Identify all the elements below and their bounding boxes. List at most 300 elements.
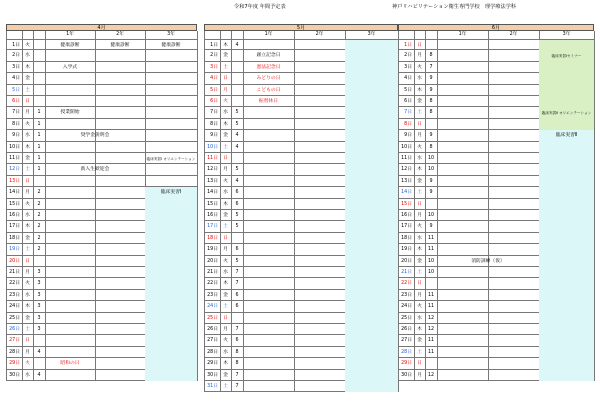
week-number: 1	[37, 156, 41, 161]
day-number: 20日	[401, 258, 412, 264]
weekday: 金	[417, 178, 422, 184]
week-number: 2	[37, 235, 41, 241]
event-year3	[345, 324, 398, 335]
day-number: 27日	[401, 338, 412, 344]
weekday: 金	[417, 99, 422, 104]
week-number	[33, 73, 45, 84]
weekday: 木	[25, 144, 30, 150]
calendar-row	[398, 233, 594, 244]
calendar-row	[204, 164, 398, 175]
weekday: 木	[417, 247, 422, 253]
event-year2	[95, 301, 145, 312]
event-year3	[345, 96, 398, 107]
event-year3: 臨床実習Ⅰ	[145, 187, 197, 198]
month-header: 4月	[6, 24, 197, 31]
weekday: 土	[223, 304, 228, 310]
event-year2	[294, 324, 345, 335]
day-number: 16日	[401, 213, 412, 218]
calendar-row	[6, 153, 197, 164]
event-year2	[488, 358, 539, 369]
event-year1	[243, 221, 294, 232]
event-year3: 臨床実習Ⅰセミナー	[539, 50, 594, 61]
day-number: 6日	[404, 99, 412, 104]
event-year3	[345, 313, 398, 324]
week-number: 6	[235, 304, 239, 310]
calendar-row	[6, 221, 197, 232]
event-year3	[539, 267, 594, 278]
weekday: 水	[223, 349, 228, 355]
weekday: 日	[223, 235, 228, 241]
calendar-row	[6, 290, 197, 301]
day-number: 17日	[207, 224, 218, 230]
weekday: 月	[25, 190, 30, 196]
event-year3	[345, 278, 398, 289]
week-number	[33, 176, 45, 187]
day-number: 3日	[210, 64, 218, 70]
day-number: 21日	[9, 270, 20, 275]
weekday: 土	[223, 384, 228, 389]
event-year2	[294, 107, 345, 118]
calendar-row	[398, 347, 594, 358]
weekday: 日	[223, 76, 228, 82]
calendar-row	[6, 210, 197, 221]
column-header-year3: 3年	[167, 32, 175, 37]
weekday: 木	[223, 281, 228, 287]
day-number: 9日	[404, 133, 412, 139]
calendar-row	[398, 119, 594, 130]
week-number	[425, 119, 437, 130]
event-year1	[243, 335, 294, 346]
day-number: 10日	[9, 144, 20, 150]
calendar-row	[204, 130, 398, 141]
event-year1	[243, 324, 294, 335]
event-year1	[437, 267, 488, 278]
event-year2	[488, 199, 539, 210]
column-header-year1: 1年	[458, 32, 467, 37]
weekday: 水	[25, 372, 30, 378]
event-year1	[243, 153, 294, 164]
day-number: 4日	[404, 76, 412, 82]
event-year2	[95, 347, 145, 358]
day-number: 29日	[9, 361, 20, 367]
event-year2	[294, 267, 345, 278]
event-year1	[45, 278, 95, 289]
event-year1	[243, 107, 294, 118]
event-year2	[294, 290, 345, 301]
calendar-row	[204, 267, 398, 278]
month-april	[6, 24, 197, 392]
day-number: 5日	[12, 87, 20, 93]
day-number: 27日	[207, 338, 218, 344]
week-number: 6	[235, 190, 239, 196]
calendar-row	[398, 244, 594, 255]
day-number: 10日	[401, 144, 412, 150]
week-number	[33, 85, 45, 96]
event-year2	[294, 176, 345, 187]
event-year1	[243, 313, 294, 324]
calendar-row	[6, 176, 197, 187]
event-year3	[539, 301, 594, 312]
event-year1	[437, 142, 488, 153]
weekday: 木	[223, 361, 228, 367]
column-header-year3: 3年	[367, 32, 376, 37]
event-year2	[488, 176, 539, 187]
event-year3	[345, 107, 398, 118]
weekday: 日	[25, 258, 30, 264]
week-number: 9	[429, 224, 433, 230]
weekday: 金	[223, 133, 228, 139]
weekday: 土	[25, 167, 30, 173]
event-year3	[345, 290, 398, 301]
day-number: 8日	[12, 121, 20, 127]
column-header-year2: 2年	[116, 32, 124, 37]
event-year2	[95, 244, 145, 255]
event-year2	[488, 313, 539, 324]
day-number: 22日	[401, 281, 412, 287]
event-year2	[95, 233, 145, 244]
week-number: 4	[37, 372, 41, 378]
event-year1	[243, 176, 294, 187]
month-may	[204, 24, 398, 392]
day-number: 19日	[9, 247, 20, 253]
calendar-row	[398, 278, 594, 289]
calendar-row	[204, 335, 398, 346]
event-year1: 創立記念日	[256, 53, 281, 59]
day-number: 12日	[401, 167, 412, 173]
event-year2	[95, 324, 145, 335]
day-number: 14日	[9, 190, 20, 196]
day-number: 10日	[207, 144, 218, 150]
week-number: 8	[235, 361, 239, 367]
calendar-row	[6, 39, 197, 50]
calendar-row	[398, 62, 594, 73]
week-number: 11	[427, 292, 435, 298]
event-year1	[45, 85, 95, 96]
week-number: 5	[235, 110, 239, 116]
calendar-row	[6, 278, 197, 289]
day-number: 29日	[401, 361, 412, 367]
day-number: 1日	[210, 43, 218, 48]
calendar-row	[204, 187, 398, 198]
event-year1	[437, 187, 488, 198]
event-year1	[243, 370, 294, 381]
event-year2	[488, 130, 539, 141]
event-year2	[95, 107, 145, 118]
event-year2	[95, 313, 145, 324]
event-year3	[539, 290, 594, 301]
day-number: 22日	[207, 281, 218, 287]
event-year2	[488, 335, 539, 346]
event-year2	[95, 278, 145, 289]
grid-line	[197, 31, 198, 381]
event-year2	[95, 176, 145, 187]
event-year3	[345, 244, 398, 255]
weekday: 水	[223, 270, 228, 275]
event-year3	[345, 256, 398, 267]
event-year3	[539, 73, 594, 84]
week-number	[231, 153, 243, 164]
event-year1	[437, 176, 488, 187]
week-number: 1	[37, 133, 41, 139]
day-number: 21日	[207, 270, 218, 275]
day-number: 7日	[404, 110, 412, 116]
weekday: 火	[417, 64, 422, 70]
event-year2	[294, 130, 345, 141]
event-year2	[95, 62, 145, 73]
calendar-row	[6, 73, 197, 84]
weekday: 日	[417, 281, 422, 287]
week-number	[425, 358, 437, 369]
event-year2	[294, 278, 345, 289]
calendar-row	[6, 130, 197, 141]
event-year1	[243, 278, 294, 289]
event-year3	[345, 50, 398, 61]
event-year3	[539, 256, 594, 267]
day-number: 1日	[12, 43, 20, 48]
weekday: 木	[25, 64, 30, 70]
event-year1	[437, 199, 488, 210]
day-number: 28日	[9, 349, 20, 355]
day-number: 2日	[12, 53, 20, 59]
day-number: 4日	[210, 76, 218, 82]
day-number: 22日	[9, 281, 20, 287]
calendar-row	[6, 313, 197, 324]
event-year2	[488, 73, 539, 84]
event-year1	[45, 73, 95, 84]
event-year2	[294, 62, 345, 73]
weekday: 水	[25, 133, 30, 139]
calendar-row	[204, 176, 398, 187]
event-year2	[488, 301, 539, 312]
calendar-row	[398, 358, 594, 369]
weekday: 火	[223, 258, 228, 264]
event-year3: 臨床実習Ⅰ オリエンテーション	[146, 156, 196, 161]
day-number: 15日	[9, 201, 20, 207]
weekday: 木	[223, 121, 228, 127]
day-number: 9日	[12, 133, 20, 139]
calendar-row	[6, 324, 197, 335]
weekday: 土	[25, 87, 30, 93]
day-number: 4日	[12, 76, 20, 82]
week-number: 7	[235, 327, 239, 332]
day-number: 24日	[9, 304, 20, 310]
event-year2	[294, 221, 345, 232]
event-year2	[294, 96, 345, 107]
week-number	[33, 256, 45, 267]
calendar-row	[204, 96, 398, 107]
event-year3	[145, 256, 197, 267]
event-year1	[243, 267, 294, 278]
weekday: 月	[417, 53, 422, 59]
calendar-row	[398, 107, 594, 118]
week-number: 9	[429, 190, 433, 196]
weekday: 日	[25, 99, 30, 104]
event-year1	[437, 290, 488, 301]
school-name: 神戸リハビリテーション衛生専門学校 理学療法学科	[392, 4, 517, 10]
event-year3	[145, 370, 197, 381]
day-number: 9日	[210, 133, 218, 139]
weekday: 木	[25, 224, 30, 230]
event-year3	[145, 347, 197, 358]
weekday: 水	[223, 190, 228, 196]
event-year1: 憲法記念日	[256, 64, 281, 70]
calendar-row	[398, 221, 594, 232]
week-number: 4	[235, 43, 239, 48]
event-year3	[345, 381, 398, 392]
event-year1: 昭和の日	[60, 361, 80, 367]
column-header-year1: 1年	[66, 32, 74, 37]
day-number: 20日	[9, 258, 20, 264]
event-year1	[243, 233, 294, 244]
calendar-row	[204, 50, 398, 61]
week-number	[231, 313, 243, 324]
event-year3	[145, 290, 197, 301]
day-number: 23日	[401, 292, 412, 298]
weekday: 火	[25, 281, 30, 287]
month-header: 6月	[398, 24, 594, 31]
week-number: 9	[429, 178, 433, 184]
event-year3	[145, 119, 197, 130]
event-year3	[145, 107, 197, 118]
event-year1: 健康診断	[60, 43, 80, 48]
week-number: 8	[429, 53, 433, 59]
event-year2	[488, 267, 539, 278]
event-year1	[437, 244, 488, 255]
event-year2	[294, 233, 345, 244]
event-year1: 奨学金説明会	[80, 133, 110, 139]
event-year2	[294, 85, 345, 96]
event-year3	[345, 210, 398, 221]
event-year3	[145, 176, 197, 187]
week-number: 1	[37, 144, 41, 150]
event-year1	[437, 301, 488, 312]
day-number: 15日	[401, 201, 412, 207]
event-year1	[437, 62, 488, 73]
event-year1	[45, 153, 95, 164]
week-number	[231, 62, 243, 73]
weekday: 日	[223, 156, 228, 161]
calendar-row	[204, 301, 398, 312]
calendar-row	[6, 107, 197, 118]
event-year3	[145, 324, 197, 335]
event-year3	[539, 324, 594, 335]
event-year3	[539, 96, 594, 107]
day-number: 12日	[207, 167, 218, 173]
event-year2	[488, 96, 539, 107]
week-number	[231, 50, 243, 61]
event-year1	[45, 233, 95, 244]
event-year3	[145, 301, 197, 312]
day-number: 11日	[401, 156, 412, 161]
event-year1: こどもの日	[256, 87, 281, 93]
week-number: 12	[427, 315, 435, 321]
week-number: 5	[235, 258, 239, 264]
weekday: 火	[417, 304, 422, 310]
weekday: 金	[25, 315, 30, 321]
event-year1	[45, 50, 95, 61]
event-year2	[294, 164, 345, 175]
week-number: 12	[427, 327, 435, 332]
event-year1	[437, 130, 488, 141]
event-year1	[45, 210, 95, 221]
event-year2	[95, 290, 145, 301]
day-number: 6日	[12, 99, 20, 104]
weekday: 月	[417, 292, 422, 298]
day-number: 8日	[210, 121, 218, 127]
event-year3	[145, 358, 197, 369]
calendar-row	[398, 290, 594, 301]
calendar-row	[204, 119, 398, 130]
weekday: 水	[417, 315, 422, 321]
event-year2	[294, 358, 345, 369]
event-year3	[539, 335, 594, 346]
day-number: 7日	[210, 110, 218, 116]
day-number: 13日	[9, 178, 20, 184]
calendar-row	[398, 256, 594, 267]
weekday: 木	[25, 304, 30, 310]
day-number: 24日	[401, 304, 412, 310]
event-year1	[437, 50, 488, 61]
event-year2	[488, 62, 539, 73]
event-year2	[95, 256, 145, 267]
event-year3: 臨床実習Ⅱ	[539, 130, 594, 141]
event-year1	[437, 278, 488, 289]
week-number: 1	[37, 167, 41, 173]
event-year3	[145, 335, 197, 346]
calendar-row	[6, 233, 197, 244]
weekday: 月	[223, 247, 228, 253]
week-number: 5	[235, 224, 239, 230]
event-year3	[345, 267, 398, 278]
day-number: 14日	[401, 190, 412, 196]
weekday: 土	[25, 247, 30, 253]
week-number: 3	[37, 315, 41, 321]
calendar-row	[6, 244, 197, 255]
day-number: 8日	[404, 121, 412, 127]
week-number: 2	[37, 201, 41, 207]
week-number: 2	[37, 190, 41, 196]
calendar-row	[6, 335, 197, 346]
week-number	[33, 335, 45, 346]
event-year2	[294, 256, 345, 267]
weekday: 火	[223, 178, 228, 184]
event-year1	[45, 313, 95, 324]
week-number: 6	[235, 247, 239, 253]
calendar-row	[398, 96, 594, 107]
weekday: 月	[25, 110, 30, 116]
calendar-row	[6, 142, 197, 153]
event-year2	[294, 153, 345, 164]
event-year1	[437, 221, 488, 232]
calendar-row	[398, 370, 594, 381]
week-number: 9	[429, 87, 433, 93]
column-header-year2: 2年	[509, 32, 518, 37]
calendar-row	[398, 153, 594, 164]
event-year3	[539, 85, 594, 96]
day-number: 27日	[9, 338, 20, 344]
week-number	[231, 96, 243, 107]
event-year3	[345, 142, 398, 153]
week-number: 6	[235, 292, 239, 298]
weekday: 日	[417, 361, 422, 367]
event-year1	[437, 233, 488, 244]
weekday: 日	[417, 43, 422, 48]
weekday: 金	[25, 235, 30, 241]
event-year3	[145, 199, 197, 210]
event-year3	[345, 370, 398, 381]
event-year2	[95, 210, 145, 221]
event-year1	[45, 119, 95, 130]
